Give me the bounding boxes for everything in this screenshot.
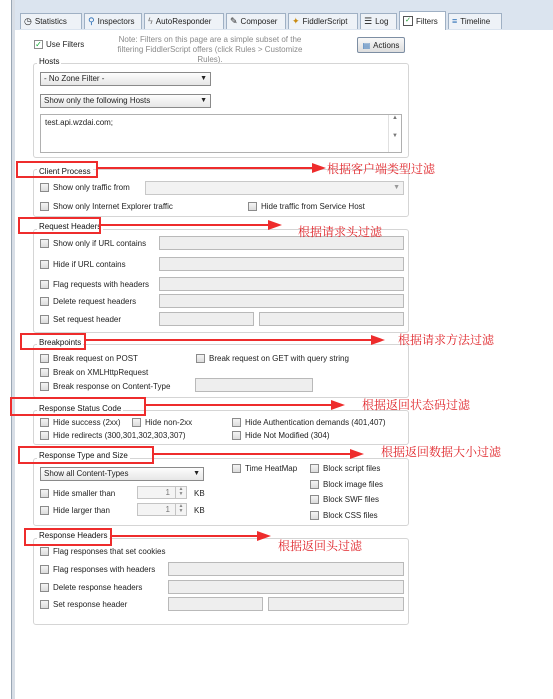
hide-larger-stepper[interactable]: 1 ▲ ▼	[137, 503, 187, 516]
time-heatmap-checkbox[interactable]	[232, 464, 241, 473]
tab-bar	[15, 0, 553, 31]
tab-log[interactable]: ☰ Log	[360, 13, 397, 29]
log-icon: ☰	[364, 16, 373, 26]
client-annotation: 根据客户端类型过滤	[327, 162, 436, 176]
timeline-icon: ≡	[452, 16, 458, 26]
chevron-down-icon: ▼	[200, 97, 207, 104]
break-post-label: Break request on POST	[53, 354, 138, 363]
set-request-header-checkbox[interactable]	[40, 315, 49, 324]
response-headers-highlight	[24, 528, 112, 546]
use-filters-label: Use Filters	[46, 40, 85, 49]
filters-note: Note: Filters on this page are a simple subset of the filtering FiddlerScript offers (click Rules > Customize Rules).	[117, 35, 303, 64]
set-request-header-name-input[interactable]	[159, 312, 254, 326]
block-image-checkbox[interactable]	[310, 480, 319, 489]
hide-url-input[interactable]	[159, 257, 404, 271]
status-annotation: 根据返回状态码过滤	[362, 398, 471, 412]
breakpoints-arrow-line	[86, 339, 376, 341]
hosts-title: Hosts	[39, 57, 60, 66]
flag-set-cookies-checkbox[interactable]	[40, 547, 49, 556]
delete-response-headers-input[interactable]	[168, 580, 404, 594]
block-script-checkbox[interactable]	[310, 464, 319, 473]
request-headers-annotation: 根据请求头过滤	[298, 225, 383, 239]
block-swf-checkbox[interactable]	[310, 495, 319, 504]
hide-auth-checkbox[interactable]	[232, 418, 241, 427]
actions-button[interactable]: ▤ Actions	[357, 37, 405, 53]
host-filter-select[interactable]: Show only the following Hosts ▼	[40, 94, 211, 108]
filters-panel	[15, 30, 553, 699]
hide-non2xx-label: Hide non-2xx	[145, 418, 193, 427]
response-type-highlight	[18, 446, 154, 464]
hide-redirects-label: Hide redirects (300,301,302,303,307)	[53, 431, 186, 440]
hide-larger-unit: KB	[194, 506, 205, 515]
response-headers-arrow-line	[112, 535, 262, 537]
chevron-down-icon: ▼	[393, 184, 400, 191]
delete-response-headers-checkbox[interactable]	[40, 583, 49, 592]
hide-auth-label: Hide Authentication demands (401,407)	[245, 418, 386, 427]
request-headers-arrow-head-icon	[268, 220, 282, 230]
delete-request-headers-input[interactable]	[159, 294, 404, 308]
flag-response-headers-label: Flag responses with headers	[53, 565, 156, 574]
request-headers-highlight	[18, 217, 101, 234]
traffic-from-label: Show only traffic from	[53, 183, 130, 192]
breakpoints-arrow-head-icon	[371, 335, 385, 345]
hide-not-modified-checkbox[interactable]	[232, 431, 241, 440]
hide-smaller-unit: KB	[194, 489, 205, 498]
url-contains-label: Show only if URL contains	[53, 239, 147, 248]
time-heatmap-label: Time HeatMap	[245, 464, 298, 473]
hide-success-checkbox[interactable]	[40, 418, 49, 427]
tab-autoresponder[interactable]: ϟ AutoResponder	[144, 13, 224, 29]
hide-url-checkbox[interactable]	[40, 260, 49, 269]
response-headers-arrow-head-icon	[257, 531, 271, 541]
status-arrow-line	[146, 404, 336, 406]
type-size-annotation: 根据返回数据大小过滤	[381, 445, 502, 459]
response-status-highlight	[10, 397, 146, 416]
hide-larger-checkbox[interactable]	[40, 506, 49, 515]
traffic-from-checkbox[interactable]	[40, 183, 49, 192]
break-xhr-label: Break on XMLHttpRequest	[53, 368, 149, 377]
tab-statistics[interactable]: ◷ Statistics	[20, 13, 82, 29]
check-icon: ✓	[403, 16, 413, 26]
stopwatch-icon: ◷	[24, 16, 32, 26]
break-xhr-checkbox[interactable]	[40, 368, 49, 377]
breakpoints-highlight	[20, 333, 86, 350]
tab-composer[interactable]: ✎ Composer	[226, 13, 286, 29]
hide-redirects-checkbox[interactable]	[40, 431, 49, 440]
hide-not-modified-label: Hide Not Modified (304)	[245, 431, 330, 440]
process-select[interactable]	[145, 181, 404, 195]
hide-success-label: Hide success (2xx)	[53, 418, 121, 427]
flag-requests-input[interactable]	[159, 277, 404, 291]
hide-smaller-label: Hide smaller than	[53, 489, 116, 498]
breakpoints-annotation: 根据请求方法过滤	[398, 333, 495, 347]
block-css-label: Block CSS files	[323, 511, 378, 520]
hide-service-host-checkbox[interactable]	[248, 202, 257, 211]
delete-request-headers-checkbox[interactable]	[40, 297, 49, 306]
hosts-textarea[interactable]	[40, 114, 402, 153]
hide-smaller-stepper[interactable]: 1 ▲ ▼	[137, 486, 187, 499]
client-process-title: Client Process	[39, 167, 91, 176]
zone-filter-select[interactable]: - No Zone Filter - ▼	[40, 72, 211, 86]
client-arrow-head-icon	[312, 163, 326, 173]
chevron-down-icon: ▼	[200, 75, 207, 82]
break-content-type-input[interactable]	[195, 378, 313, 392]
type-size-arrow-head-icon	[350, 449, 364, 459]
hide-service-host-label: Hide traffic from Service Host	[261, 202, 365, 211]
response-headers-title: Response Headers	[39, 531, 108, 540]
break-content-type-label: Break response on Content-Type	[53, 382, 171, 391]
client-arrow-line	[98, 167, 318, 169]
script-icon: ✦	[292, 16, 300, 26]
break-content-type-checkbox[interactable]	[40, 382, 49, 391]
tab-timeline[interactable]: ≡ Timeline	[448, 13, 502, 29]
actions-icon: ▤	[362, 40, 371, 50]
break-get-checkbox[interactable]	[196, 354, 205, 363]
hosts-text: test.api.wzdai.com;	[45, 118, 114, 127]
use-filters-checkbox[interactable]: ✓	[35, 40, 42, 49]
breakpoints-title: Breakpoints	[39, 338, 82, 347]
lightning-icon: ϟ	[148, 16, 153, 26]
break-get-label: Break request on GET with query string	[209, 354, 349, 363]
block-script-label: Block script files	[323, 464, 381, 473]
delete-request-headers-label: Delete request headers	[53, 297, 137, 306]
request-headers-title: Request Headers	[39, 222, 102, 231]
set-response-header-value-input[interactable]	[268, 597, 404, 611]
flag-response-headers-input[interactable]	[168, 562, 404, 576]
hide-non2xx-checkbox[interactable]	[132, 418, 141, 427]
set-request-header-label: Set request header	[53, 315, 122, 324]
delete-response-headers-label: Delete response headers	[53, 583, 143, 592]
stepper-arrows-icon[interactable]: ▲ ▼	[175, 504, 186, 515]
type-size-arrow-line	[154, 453, 354, 455]
response-headers-annotation: 根据返回头过滤	[278, 539, 363, 553]
flag-set-cookies-label: Flag responses that set cookies	[53, 547, 166, 556]
tab-fiddlerscript[interactable]: ✦ FiddlerScript	[288, 13, 358, 29]
ie-traffic-label: Show only Internet Explorer traffic	[53, 202, 173, 211]
response-type-title: Response Type and Size	[39, 451, 128, 460]
flag-requests-checkbox[interactable]	[40, 280, 49, 289]
left-pane-edge	[0, 0, 14, 699]
break-post-checkbox[interactable]	[40, 354, 49, 363]
url-contains-checkbox[interactable]	[40, 239, 49, 248]
hide-larger-label: Hide larger than	[53, 506, 110, 515]
flag-requests-label: Flag requests with headers	[53, 280, 150, 289]
tab-filters[interactable]: ✓ Filters	[399, 11, 446, 30]
set-response-header-label: Set response header	[53, 600, 128, 609]
tab-inspectors[interactable]: ⚲ Inspectors	[84, 13, 142, 29]
set-response-header-checkbox[interactable]	[40, 600, 49, 609]
content-type-select[interactable]: Show all Content-Types ▼	[40, 467, 204, 481]
hosts-scrollbar[interactable]: ▲ ▼	[388, 115, 401, 152]
set-response-header-name-input[interactable]	[168, 597, 263, 611]
composer-icon: ✎	[230, 16, 238, 26]
hide-smaller-checkbox[interactable]	[40, 489, 49, 498]
block-css-checkbox[interactable]	[310, 511, 319, 520]
set-request-header-value-input[interactable]	[259, 312, 404, 326]
client-process-highlight	[16, 161, 98, 178]
block-swf-label: Block SWF files	[323, 495, 380, 504]
response-status-title: Response Status Code	[39, 404, 122, 413]
stepper-arrows-icon[interactable]: ▲ ▼	[175, 487, 186, 498]
inspectors-icon: ⚲	[88, 16, 95, 26]
block-image-label: Block image files	[323, 480, 384, 489]
flag-response-headers-checkbox[interactable]	[40, 565, 49, 574]
ie-traffic-checkbox[interactable]	[40, 202, 49, 211]
hide-url-label: Hide if URL contains	[53, 260, 126, 269]
request-headers-arrow-line	[101, 224, 273, 226]
status-arrow-head-icon	[331, 400, 345, 410]
chevron-down-icon: ▼	[193, 470, 200, 477]
